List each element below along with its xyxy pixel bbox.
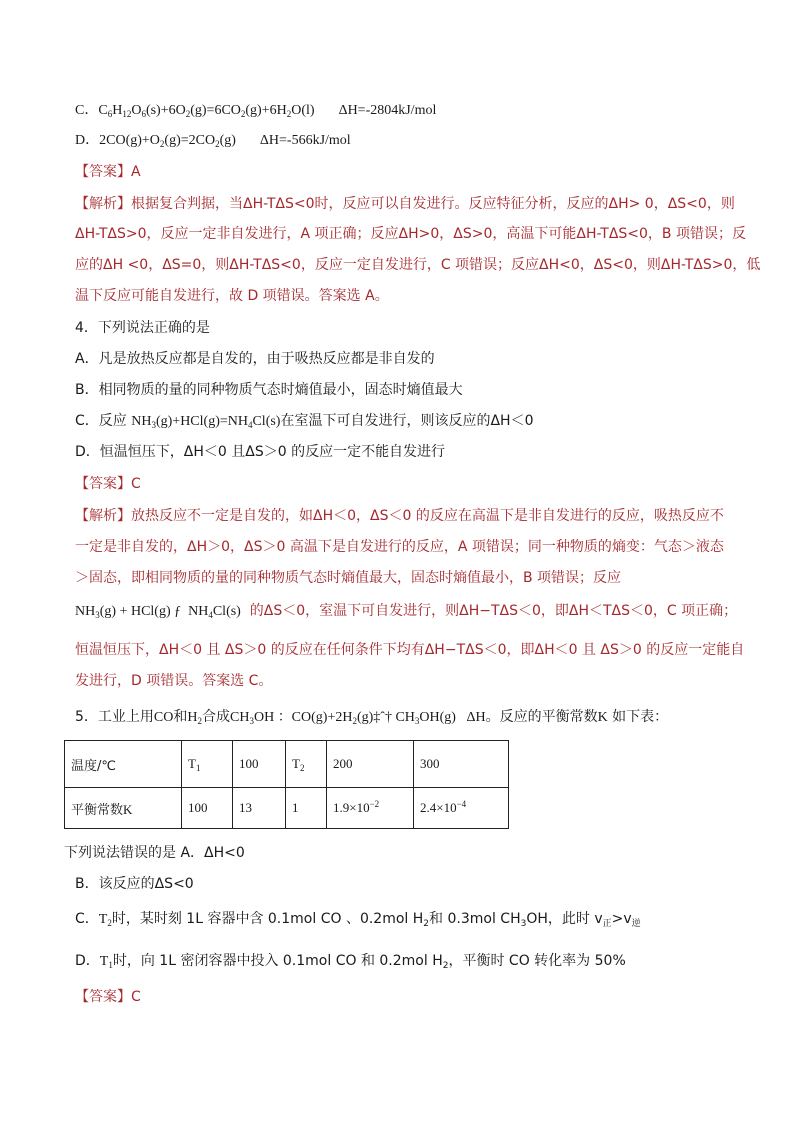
q4-option-a: A．凡是放热反应都是自发的，由于吸热反应都是非自发的 [75, 351, 435, 367]
table-cell: 平衡常数K [65, 788, 182, 829]
analysis-tag: 【解析】 [75, 508, 131, 524]
q4-option-b: B．相同物质的量的同种物质气态时熵值最小，固态时熵值最大 [75, 382, 463, 398]
q4-analysis-line: 发进行，D 项错误。答案选 C。 [75, 673, 273, 689]
table-cell: 100 [182, 788, 233, 829]
option-label: D． [75, 133, 100, 148]
answer-tag: 【答案】 [75, 989, 131, 1005]
q4-analysis-line: 一定是非自发的，ΔH＞0，ΔS＞0 高温下是自发进行的反应，A 项错误；同一种物质的熵变：气态＞液态 [75, 539, 724, 555]
answer-tag: 【答案】 [75, 476, 131, 492]
table-cell: 200 [327, 741, 414, 788]
answer-value: C [131, 989, 141, 1005]
equation: $2CO(g)+O_2(g)=2CO_2(g)$ [99, 133, 236, 149]
q4-analysis-line: 【解析】放热反应不一定是自发的，如ΔH＜0，ΔS＜0 的反应在高温下是非自发进行的反应，吸热反应不 [75, 508, 724, 524]
table-cell: 1 [286, 788, 327, 829]
answer-tag: 【答案】 [75, 164, 131, 180]
q4-analysis-line: $NH_3(g) + HCl(g)$ ƒ $NH_4Cl(s)$ 的ΔS＜0，室温下可自发进行，则ΔH−TΔS＜0，即ΔH＜TΔS＜0，C 项正确； [75, 603, 738, 620]
q3-analysis-line: 温下反应可能自发进行，故 D 项错误。答案选 A。 [75, 288, 389, 304]
q5-option-c: C．$T_2$时，某时刻 1L 容器中含 0.1mol CO 、0.2mol $H_2$和 0.3mol $CH_3OH$，此时 $v_正>v_逆$ [75, 911, 641, 929]
q4-analysis-line: 恒温恒压下，ΔH＜0 且 ΔS＞0 的反应在任何条件下均有ΔH−TΔS＜0，即ΔH＜0 且 ΔS＞0 的反应一定能自 [75, 642, 745, 658]
q5-below-table: 下列说法错误的是 A．ΔH<0 [64, 845, 245, 861]
q4-option-c: C．反应 $NH_3(g)+HCl(g)=NH_4Cl(s)$在室温下可自发进行，则该反应的ΔH＜0 [75, 413, 534, 430]
equation: $NH_3(g)+HCl(g)=NH_4Cl(s)$ [131, 414, 281, 430]
option-label: C． [75, 103, 99, 118]
answer-value: A [131, 164, 141, 180]
q5-option-b: B．该反应的ΔS<0 [75, 876, 194, 892]
table-row [65, 788, 509, 829]
table-cell: 13 [233, 788, 286, 829]
table-row [65, 741, 509, 788]
table-cell: $1.9\times 10^{-2}$ [327, 788, 414, 829]
q4-analysis-line: ＞固态，即相同物质的量的同种物质气态时熵值最大，固态时熵值最小，B 项错误；反应 [75, 570, 622, 586]
table-cell: 300 [414, 741, 509, 788]
answer-value: C [131, 476, 141, 492]
q3-analysis-line: 【解析】根据复合判据，当ΔH-TΔS<0时，反应可以自发进行。反应特征分析，反应的ΔH> 0，ΔS<0，则 [75, 196, 735, 212]
table-cell: 温度/℃ [65, 741, 182, 788]
q3-option-c [75, 101, 724, 121]
table-cell: $2.4\times 10^{-4}$ [414, 788, 509, 829]
q3-analysis-line: ΔH-TΔS>0，反应一定非自发进行，A 项正确；反应ΔH>0，ΔS>0，高温下可能ΔH-TΔS<0，B 项错误；反 [75, 226, 746, 242]
q5-option-d: D．$T_1$时，向 1L 密闭容器中投入 0.1mol CO 和 0.2mol $H_2$，平衡时 CO 转化率为 50% [75, 953, 626, 971]
table-cell: $T_2$ [286, 741, 327, 788]
q4-answer [75, 474, 724, 494]
q4-option-d: D．恒温恒压下，ΔH＜0 且ΔS＞0 的反应一定不能自发进行 [75, 444, 446, 460]
q3-option-d [75, 131, 724, 151]
q3-answer [75, 162, 724, 182]
q3-analysis-line: 应的ΔH <0，ΔS=0，则ΔH-TΔS<0，反应一定自发进行，C 项错误；反应ΔH<0，ΔS<0，则ΔH-TΔS>0，低 [75, 257, 761, 273]
enthalpy: ΔH=-566kJ/mol [259, 133, 351, 148]
table-cell: $T_1$ [182, 741, 233, 788]
q4-stem: 4．下列说法正确的是 [75, 320, 210, 336]
equation: $C_6H_{12}O_6(s)+6O_2(g)=6CO_2(g)+6H_2O(l)$ [98, 103, 315, 119]
analysis-tag: 【解析】 [75, 196, 131, 212]
q5-answer [75, 987, 724, 1007]
equation: $NH_3(g) + HCl(g)$ ƒ $NH_4Cl(s)$ [75, 604, 241, 620]
equilibrium-table [64, 740, 509, 829]
q5-stem: 5．工业上用CO和$H_2$合成$CH_3OH$ ：$CO(g)+2H_2(g)\ddagger ˆ\dagger$ $CH_3OH(g)$ ΔH。反应的平衡常数K 如下表： [75, 709, 669, 726]
table-cell: 100 [233, 741, 286, 788]
enthalpy: ΔH=-2804kJ/mol [338, 103, 437, 118]
